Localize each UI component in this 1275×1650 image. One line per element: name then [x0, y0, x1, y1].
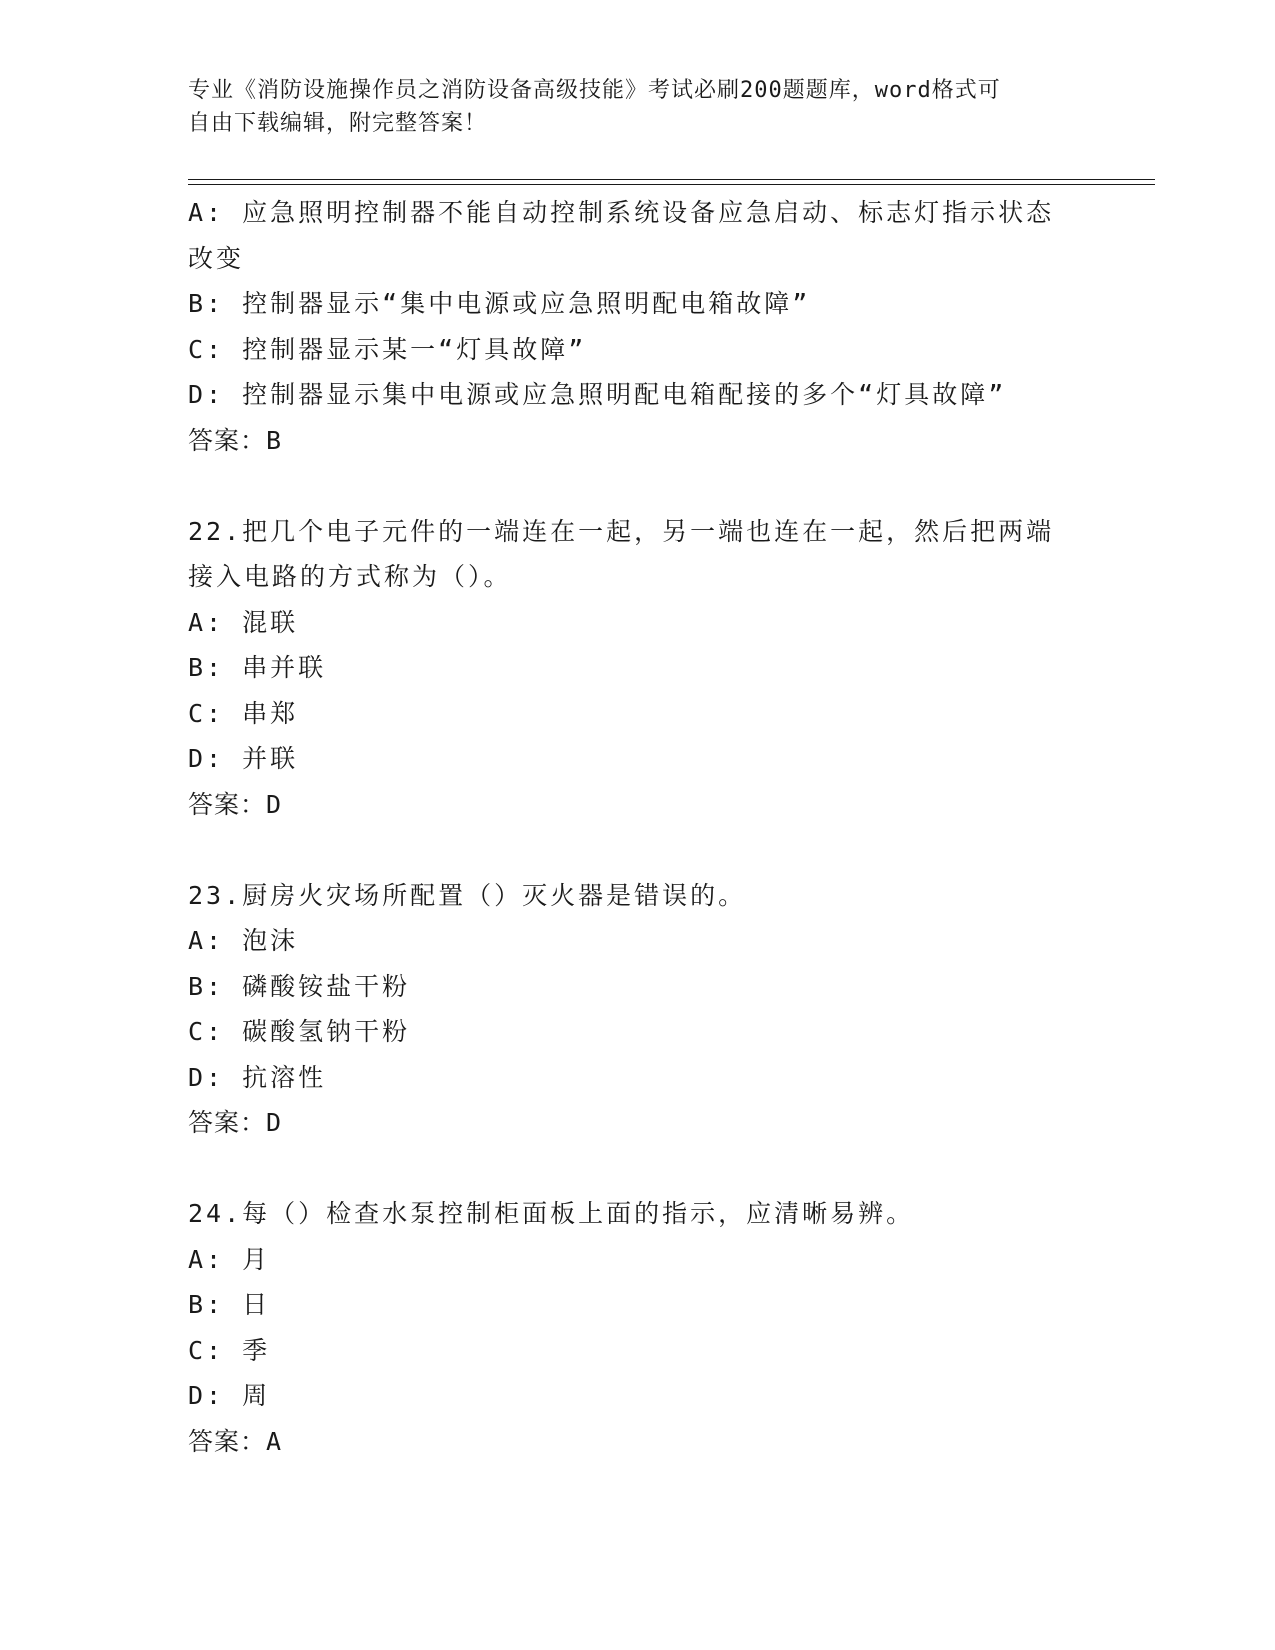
header-line-1: 专业《消防设施操作员之消防设备高级技能》考试必刷200题题库，word格式可 [188, 78, 1001, 103]
option-b: B: 磷酸铵盐干粉 [188, 971, 411, 1001]
option-a-line-2: 改变 [188, 243, 245, 273]
spacer [188, 463, 1088, 509]
question-24 [188, 1191, 1088, 1464]
spacer [188, 827, 1088, 873]
option-d: D: 抗溶性 [188, 1062, 327, 1092]
option-d: D: 控制器显示集中电源或应急照明配电箱配接的多个“灯具故障” [188, 380, 1007, 409]
question-text: 23.厨房火灾场所配置（）灭火器是错误的。 [188, 880, 747, 910]
answer: 答案：D [188, 789, 283, 819]
option-c: C: 串郑 [188, 698, 299, 728]
option-c: C: 控制器显示某一“灯具故障” [188, 334, 587, 364]
spacer [188, 1146, 1088, 1192]
question-text: 24.每（）检查水泵控制柜面板上面的指示，应清晰易辨。 [188, 1199, 915, 1228]
question-21 [188, 190, 1088, 463]
header-divider-bottom [188, 184, 1155, 185]
question-list [188, 190, 1088, 1464]
header-line-2: 自由下载编辑，附完整答案！ [188, 111, 488, 136]
option-d: D: 并联 [188, 744, 299, 773]
document-header [188, 74, 1068, 140]
question-text-line-1: 22.把几个电子元件的一端连在一起，另一端也连在一起，然后把两端 [188, 516, 1055, 546]
option-a-line-1: A: 应急照明控制器不能自动控制系统设备应急启动、标志灯指示状态 [188, 198, 1055, 227]
answer: 答案：D [188, 1108, 283, 1137]
question-22 [188, 509, 1088, 828]
question-23 [188, 873, 1088, 1146]
option-b: B: 控制器显示“集中电源或应急照明配电箱故障” [188, 289, 811, 318]
option-d: D: 周 [188, 1381, 271, 1410]
answer: 答案：B [188, 425, 283, 455]
option-a: A: 混联 [188, 607, 299, 637]
option-c: C: 碳酸氢钠干粉 [188, 1017, 411, 1046]
option-b: B: 串并联 [188, 653, 327, 682]
option-a: A: 泡沫 [188, 926, 299, 955]
option-a: A: 月 [188, 1244, 271, 1274]
header-divider-top [188, 179, 1155, 180]
option-b: B: 日 [188, 1290, 271, 1319]
option-c: C: 季 [188, 1335, 271, 1365]
question-text-line-2: 接入电路的方式称为（）。 [188, 562, 512, 591]
answer: 答案：A [188, 1426, 283, 1456]
